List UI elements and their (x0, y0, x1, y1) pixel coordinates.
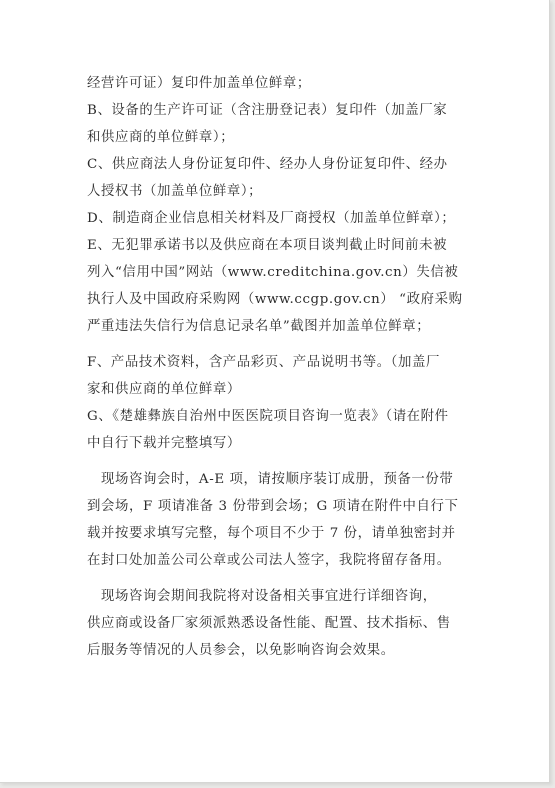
paragraph-first-line: 现场咨询会期间我院将对设备相关事宜进行详细咨询， (101, 589, 437, 604)
text-line: 后服务等情况的人员参会，以免影响咨询会效果。 (87, 643, 395, 658)
text-line: 和供应商的单位鲜章）； (87, 130, 235, 145)
text-line: 在封口处加盖公司公章或公司法人签字，我院将留存备用。 (87, 553, 451, 568)
paragraph-first-line: 现场咨询会时，A-E 项，请按顺序装订成册，预备一份带 (101, 472, 454, 487)
text-line: B、设备的生产许可证（含注册登记表）复印件（加盖厂家 (87, 103, 448, 118)
text-line: 供应商或设备厂家须派熟悉设备性能、配置、技术指标、售 (87, 616, 451, 631)
text-line: 严重违法失信行为信息记录名单”截图并加盖单位鲜章； (87, 319, 431, 334)
text-line: 执行人及中国政府采购网（www.ccgp.gov.cn） “政府采购 (87, 292, 463, 307)
text-line: 人授权书（加盖单位鲜章）； (87, 184, 263, 199)
text-line: E、无犯罪承诺书以及供应商在本项目谈判截止时间前未被 (87, 238, 448, 253)
text-line: 到会场，F 项请准备 3 份带到会场；G 项请在附件中自行下 (87, 499, 459, 514)
text-line: G、《楚雄彝族自治州中医医院项目咨询一览表》（请在附件 (87, 409, 449, 424)
text-line: 载并按要求填写完整，每个项目不少于 7 份，请单独密封并 (87, 526, 456, 541)
text-line: 列入“信用中国”网站（www.creditchina.gov.cn）失信被 (87, 265, 459, 280)
text-line: D、制造商企业信息相关材料及厂商授权（加盖单位鲜章）； (87, 211, 456, 226)
text-line: 中自行下载并完整填写） (87, 436, 241, 451)
text-line: 经营许可证）复印件加盖单位鲜章； (87, 76, 311, 91)
text-line: 家和供应商的单位鲜章） (87, 382, 241, 397)
text-line: F、产品技术资料，含产品彩页、产品说明书等。（加盖厂 (87, 355, 440, 370)
text-line: C、供应商法人身份证复印件、经办人身份证复印件、经办 (87, 157, 448, 172)
